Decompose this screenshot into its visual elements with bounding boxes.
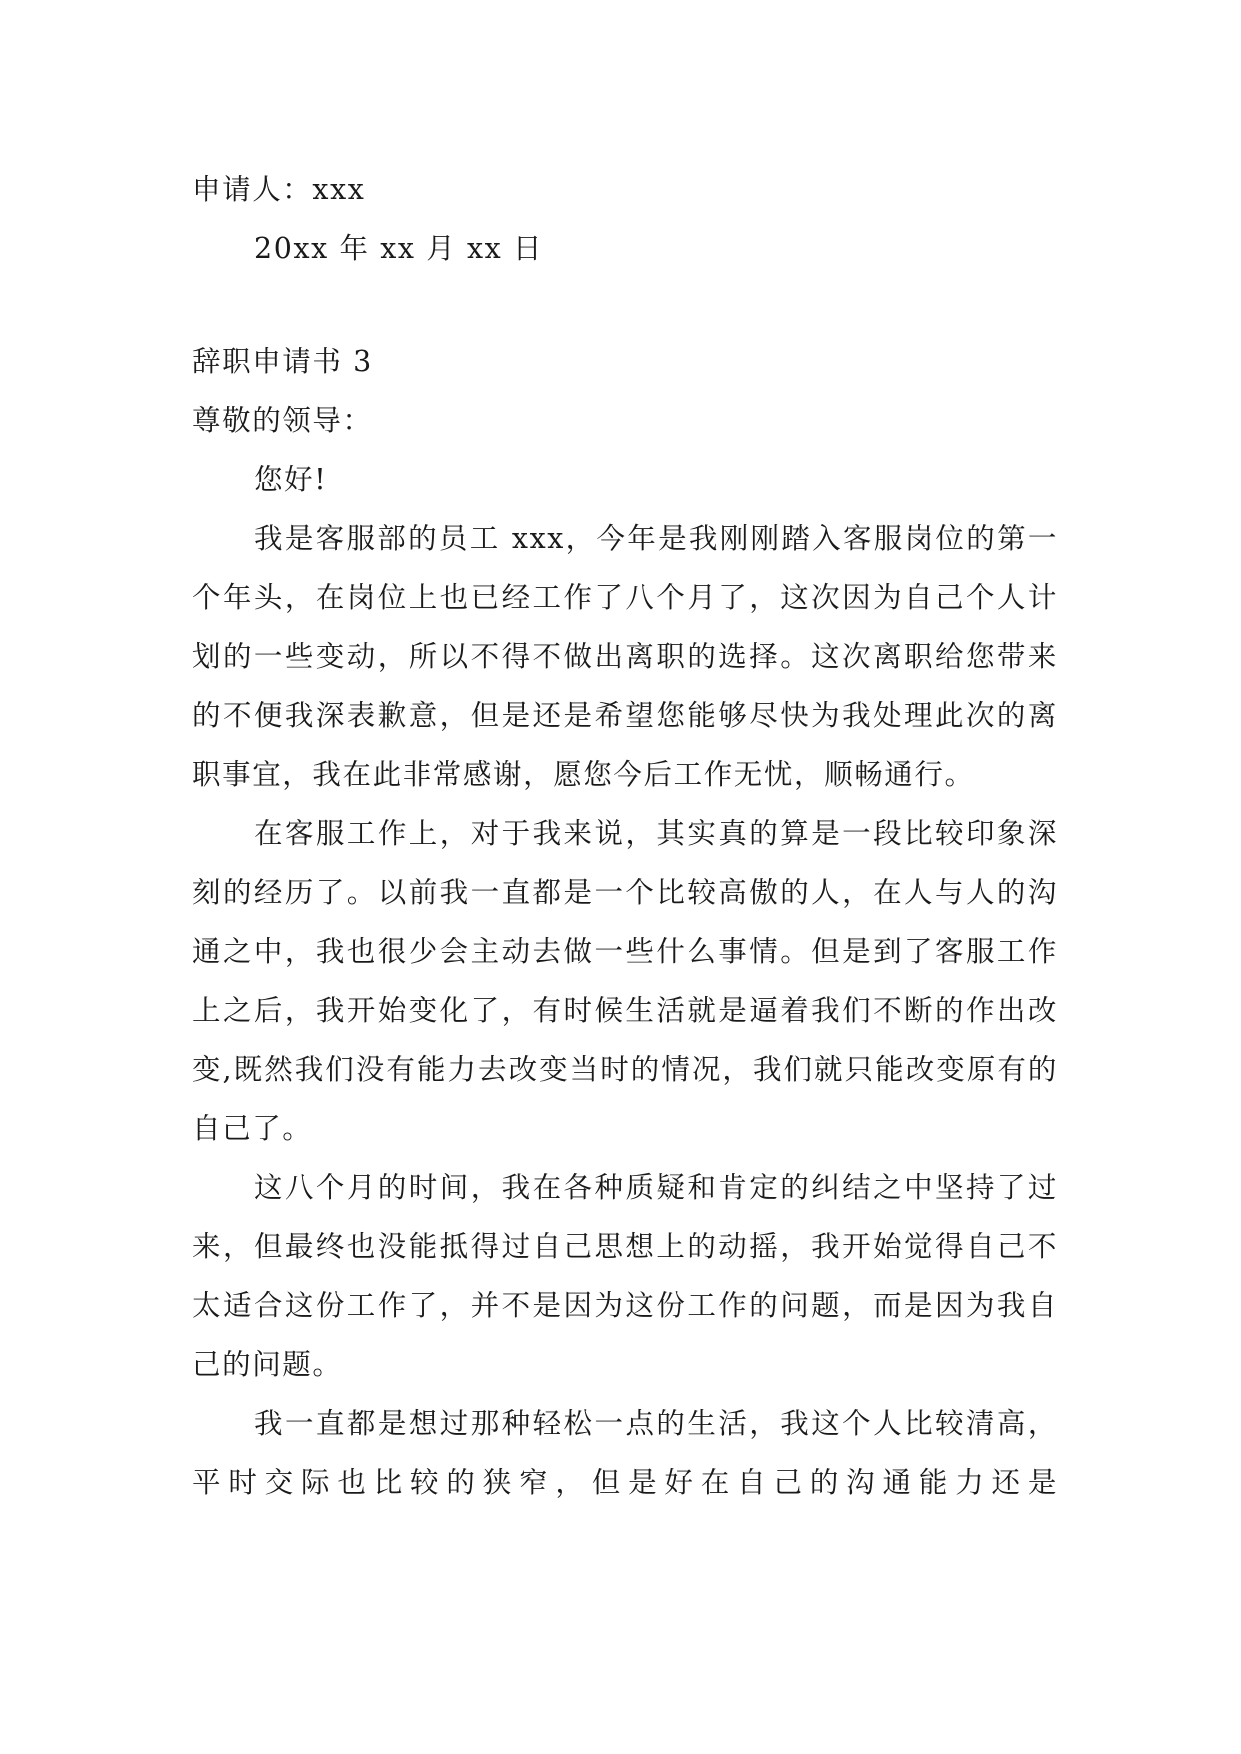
body-paragraph-3: 这八个月的时间，我在各种质疑和肯定的纠结之中坚持了过来，但最终也没能抵得过自己思想上的动摇，我开始觉得自己不太适合这份工作了，并不是因为这份工作的问题，而是因为我自己的问题。 bbox=[192, 1171, 1058, 1381]
section-gap bbox=[192, 278, 1058, 332]
letter-title: 辞职申请书 3 bbox=[192, 345, 373, 378]
body-paragraph-2: 在客服工作上，对于我来说，其实真的算是一段比较印象深刻的经历了。以前我一直都是一个比较高傲的人，在人与人的沟通之中，我也很少会主动去做一些什么事情。但是到了客服工作上之后，我开始变化了，有时候生活就是逼着我们不断的作出改变,既然我们没有能力去改变当时的情况，我们就只能改变原有的自己了。 bbox=[192, 817, 1058, 1145]
greeting: 您好! bbox=[254, 463, 328, 496]
body-paragraph-1: 我是客服部的员工 xxx，今年是我刚刚踏入客服岗位的第一个年头，在岗位上也已经工作了八个月了，这次因为自己个人计划的一些变动，所以不得不做出离职的选择。这次离职给您带来的不便我深表歉意，但是还是希望您能够尽快为我处理此次的离职事宜，我在此非常感谢，愿您今后工作无忧，顺畅通行。 bbox=[192, 522, 1058, 791]
salutation: 尊敬的领导： bbox=[192, 404, 373, 437]
date-line: 20xx 年 xx 月 xx 日 bbox=[254, 232, 544, 265]
applicant-line: 申请人：xxx bbox=[192, 173, 366, 206]
body-paragraph-4: 我一直都是想过那种轻松一点的生活，我这个人比较清高，平时交际也比较的狭窄，但是好在自己的沟通能力还是 bbox=[192, 1407, 1058, 1499]
document-page bbox=[192, 160, 1058, 1512]
